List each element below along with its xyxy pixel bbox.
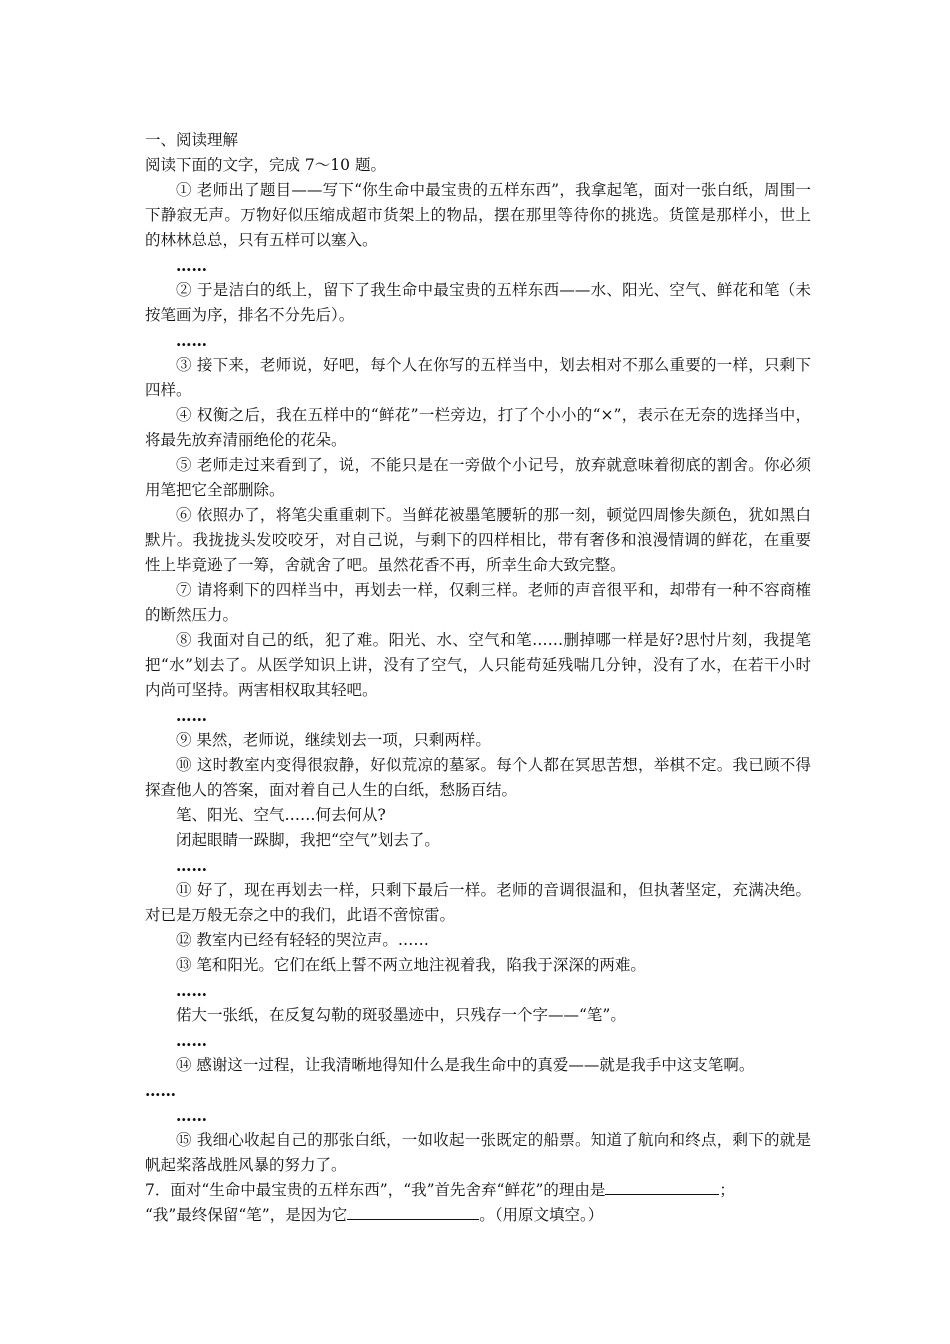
ellipsis-line: ……: [176, 856, 207, 875]
question-7-separator: ；: [719, 1181, 735, 1199]
ellipsis-line: ……: [176, 256, 207, 275]
paragraph-12: ⑫ 教室内已经有轻轻的哭泣声。……: [176, 931, 429, 949]
paragraph-10-line-b: 闭起眼睛一跺脚，我把“空气”划去了。: [176, 831, 440, 849]
paragraph-8: ⑧ 我面对自己的纸，犯了难。阳光、水、空气和笔……删掉哪一样是好?思忖片刻，我提笔把“水”划去了。从医学知识上讲，没有了空气，人只能苟延残喘几分钟，没有了水，在若干小时内尚可坚持。两害相权取其轻吧。: [145, 631, 811, 699]
question-7-part-2: “我”最终保留“笔”，是因为它: [145, 1206, 348, 1224]
reading-document: [145, 128, 811, 1228]
paragraph-15: ⑮ 我细心收起自己的那张白纸，一如收起一张既定的船票。知道了航向和终点，剩下的就是帆起桨落战胜风暴的努力了。: [145, 1131, 811, 1174]
answer-blank-1[interactable]: [605, 1180, 719, 1195]
ellipsis-line: ……: [176, 1031, 207, 1050]
paragraph-7: ⑦ 请将剩下的四样当中，再划去一样，仅剩三样。老师的声音很平和，却带有一种不容商榷的断然压力。: [145, 581, 811, 624]
paragraph-11: ⑪ 好了，现在再划去一样，只剩下最后一样。老师的音调很温和，但执著坚定，充满决绝。对已是万般无奈之中的我们，此语不啻惊雷。: [145, 881, 811, 924]
question-7-part-3: 。（用原文填空。）: [479, 1206, 604, 1224]
ellipsis-line: ……: [145, 1081, 176, 1100]
paragraph-13: ⑬ 笔和阳光。它们在纸上誓不两立地注视着我，陷我于深深的两难。: [176, 956, 646, 974]
answer-blank-2[interactable]: [347, 1205, 479, 1220]
paragraph-10: ⑩ 这时教室内变得很寂静，好似荒凉的墓冢。每个人都在冥思苦想，举棋不定。我已顾不得探查他人的答案，面对着自己人生的白纸，愁肠百结。: [145, 756, 811, 799]
paragraph-4: ④ 权衡之后，我在五样中的“鲜花”一栏旁边，打了个小小的“×”，表示在无奈的选择当中，将最先放弃清丽绝伦的花朵。: [145, 406, 811, 449]
instruction-text: 阅读下面的文字，完成 7～10 题。: [145, 156, 386, 174]
ellipsis-line: ……: [176, 981, 207, 1000]
paragraph-9: ⑨ 果然，老师说，继续划去一项，只剩两样。: [176, 731, 491, 749]
question-7-part-1: 7．面对“生命中最宝贵的五样东西”，“我”首先舍弃“鲜花”的理由是: [145, 1181, 606, 1199]
paragraph-10-line-a: 笔、阳光、空气……何去何从?: [176, 806, 386, 824]
paragraph-2: ② 于是洁白的纸上，留下了我生命中最宝贵的五样东西——水、阳光、空气、鲜花和笔（未按笔画为序，排名不分先后）。: [145, 281, 811, 324]
paragraph-13-line-a: 偌大一张纸，在反复勾勒的斑驳墨迹中，只残存一个字——“笔”。: [176, 1006, 626, 1024]
paragraph-6: ⑥ 依照办了，将笔尖重重刺下。当鲜花被墨笔腰斩的那一刻，顿觉四周惨失颜色，犹如黑白默片。我拢拢头发咬咬牙，对自己说，与剩下的四样相比，带有奢侈和浪漫情调的鲜花，在重要性上毕竟逊了一筹，舍就舍了吧。虽然花香不再，所幸生命大致完整。: [145, 506, 811, 574]
question-7: [145, 1178, 811, 1228]
ellipsis-line: ……: [176, 706, 207, 725]
paragraph-5: ⑤ 老师走过来看到了，说，不能只是在一旁做个小记号，放弃就意味着彻底的割舍。你必须用笔把它全部删除。: [145, 456, 811, 499]
paragraph-3: ③ 接下来，老师说，好吧，每个人在你写的五样当中，划去相对不那么重要的一样，只剩下四样。: [145, 356, 811, 399]
section-title: 一、阅读理解: [145, 131, 239, 149]
paragraph-1: ① 老师出了题目——写下“你生命中最宝贵的五样东西”，我拿起笔，面对一张白纸，周围一下静寂无声。万物好似压缩成超市货架上的物品，摆在那里等待你的挑选。货筐是那样小，世上的林林总总，只有五样可以塞入。: [145, 181, 811, 249]
ellipsis-line: ……: [176, 1106, 207, 1125]
ellipsis-line: ……: [176, 331, 207, 350]
paragraph-14: ⑭ 感谢这一过程，让我清晰地得知什么是我生命中的真爱——就是我手中这支笔啊。: [176, 1056, 755, 1074]
